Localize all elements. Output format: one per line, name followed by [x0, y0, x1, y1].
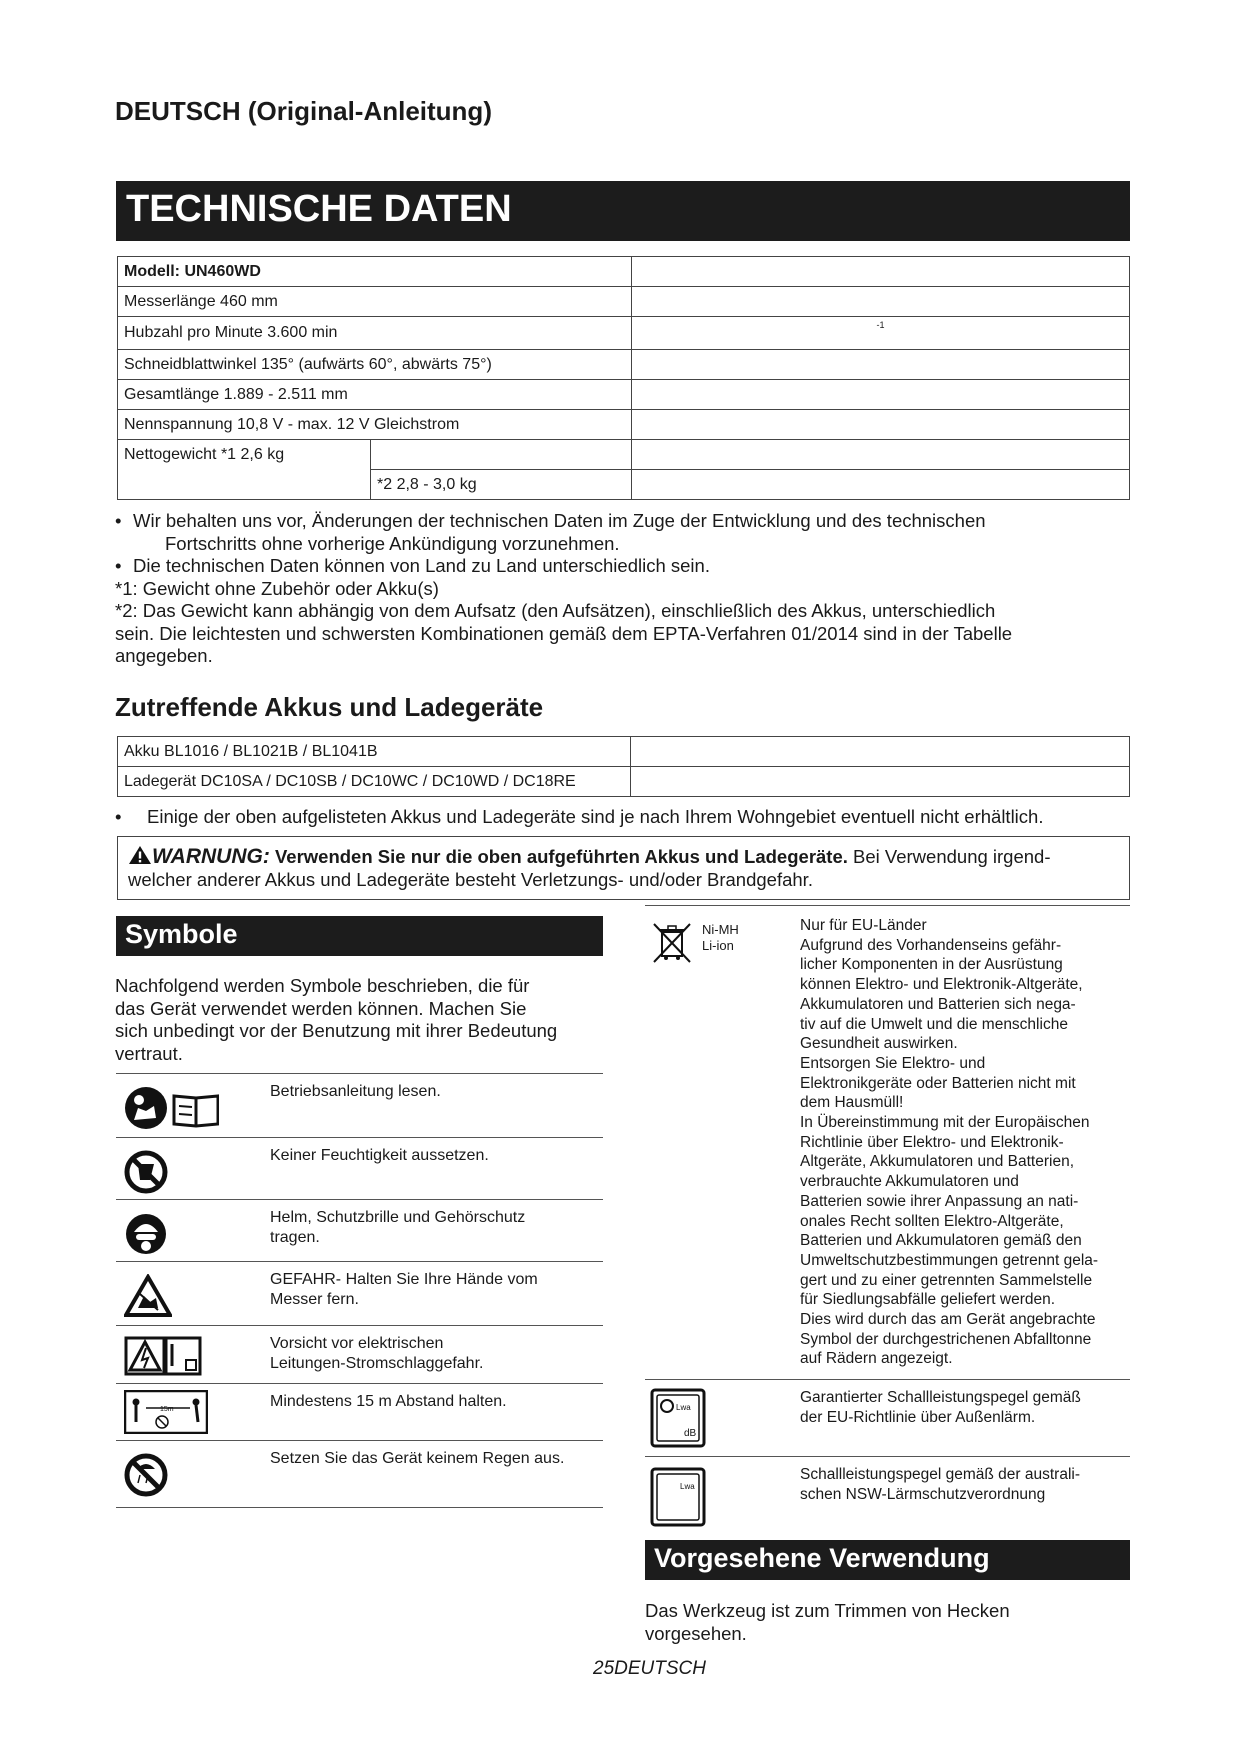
spec-label: Hubzahl pro Minute 3.600 min	[118, 317, 632, 350]
weee-text-line: verbrauchte Akkumulatoren und	[800, 1173, 1019, 1191]
weee-text-line: Gesundheit auswirken.	[800, 1035, 958, 1053]
symbol-text-line: Garantierter Schallleistungspegel gemäß	[800, 1389, 1081, 1406]
spec-label: Gesamtlänge 1.889 - 2.511 mm	[118, 380, 632, 410]
symbol-row	[645, 1379, 1130, 1457]
divider	[645, 905, 1130, 906]
helmet-goggles-ear-icon	[124, 1212, 168, 1256]
symbol-text-line: Messer fern.	[270, 1291, 359, 1308]
table-row	[118, 350, 1130, 380]
spec-value	[632, 440, 1130, 470]
weee-text-line: für Siedlungsabfälle geliefert werden.	[800, 1291, 1056, 1309]
intended-use-text	[645, 1600, 1135, 1645]
symbol-text-line: Vorsicht vor elektrischen	[270, 1335, 444, 1352]
weee-text-line: auf Rädern angezeigt.	[800, 1350, 953, 1368]
weee-text-line: Batterien und Akkumulatoren gemäß den	[800, 1232, 1082, 1250]
weee-text-line: Umweltschutzbestimmungen getrennt gela-	[800, 1251, 1099, 1269]
warning-triangle-icon	[128, 845, 152, 865]
crossed-bin-icon	[650, 920, 694, 966]
note-item: *2: Das Gewicht kann abhängig von dem Aufsatz (den Aufsätzen), einschließlich des Akkus, unterschiedlich	[115, 600, 996, 621]
weee-label: Li-ion	[702, 938, 734, 953]
symbol-text	[800, 1388, 1130, 1427]
accessory-label: Ladegerät DC10SA / DC10SB / DC10WC / DC10WD / DC18RE	[118, 767, 631, 797]
spec-table	[117, 256, 1130, 500]
weight-label: Nettogewicht *1 2,6 kg	[118, 440, 371, 500]
note-item: *1: Gewicht ohne Zubehör oder Akku(s)	[115, 577, 439, 599]
warning-bold-text: Verwenden Sie nur die oben aufgeführten Akkus und Ladegeräte.	[274, 846, 848, 867]
symbol-row	[116, 1383, 603, 1441]
read-manual-icon	[124, 1084, 219, 1132]
accessory-label: Akku BL1016 / BL1021B / BL1041B	[118, 737, 631, 767]
note-item: sein. Die leichtesten und schwersten Kombinationen gemäß dem EPTA-Verfahren 01/2014 sind in der Tabelle	[115, 622, 1013, 644]
symbol-row	[116, 1440, 603, 1508]
symbol-text: Setzen Sie das Gerät keinem Regen aus.	[270, 1450, 565, 1467]
intro-line: das Gerät verwendet werden können. Machen Sie	[115, 997, 527, 1019]
table-row	[118, 317, 1130, 350]
table-row	[118, 257, 1130, 287]
spec-value	[632, 350, 1130, 380]
weee-text-line: gert und zu einer getrennten Sammelstelle	[800, 1271, 1093, 1289]
table-row	[118, 737, 1130, 767]
bullet: •	[115, 806, 122, 827]
accessories-heading: Zutreffende Akkus und Ladegeräte	[115, 692, 544, 722]
symbol-text-line: GEFAHR- Halten Sie Ihre Hände vom	[270, 1271, 538, 1288]
accessory-value	[631, 767, 1130, 797]
symbol-text-line: schen NSW-Lärmschutzverordnung	[800, 1485, 1046, 1503]
spec-label: Nennspannung 10,8 V - max. 12 V Gleichstrom	[118, 410, 632, 440]
weee-text-line: In Übereinstimmung mit der Europäischen	[800, 1114, 1090, 1132]
weee-text-line: Elektronikgeräte oder Batterien nicht mit	[800, 1074, 1076, 1092]
weee-text-line: Nur für EU-Länder	[800, 917, 927, 934]
warning-text-2: welcher anderer Akkus und Ladegeräte besteht Verletzungs- und/oder Brandgefahr.	[128, 869, 813, 890]
spec-label: Modell: UN460WD	[118, 257, 632, 287]
spec-value	[632, 287, 1130, 317]
intro-line: sich unbedingt vor der Benutzung mit ihrer Bedeutung	[115, 1020, 558, 1041]
intro-line: vertraut.	[115, 1042, 183, 1064]
symbol-text: Betriebsanleitung lesen.	[270, 1083, 441, 1100]
symbol-row	[116, 1137, 603, 1200]
symbol-row	[116, 1325, 603, 1384]
symbol-text-line: Helm, Schutzbrille und Gehörschutz	[270, 1209, 526, 1226]
note-item: • Die technischen Daten können von Land zu Land unterschiedlich sein.	[115, 555, 1125, 578]
weee-text-line: Aufgrund des Vorhandenseins gefähr-	[800, 936, 1062, 954]
symbol-row	[116, 1199, 603, 1262]
hand-blade-danger-icon	[124, 1274, 172, 1318]
spec-notes	[115, 510, 1125, 668]
intended-use-line: Das Werkzeug ist zum Trimmen von Hecken	[645, 1600, 1010, 1621]
weee-text-line: Altgeräte, Akkumulatoren und Batterien,	[800, 1153, 1074, 1171]
spec-value: -1	[632, 317, 1130, 350]
svg-text:dB: dB	[684, 1428, 697, 1439]
weee-text-line: tiv auf die Umwelt und die menschliche	[800, 1015, 1068, 1033]
symbol-row	[116, 1073, 603, 1138]
spec-label: Messerlänge 460 mm	[118, 287, 632, 317]
symbol-text: Mindestens 15 m Abstand halten.	[270, 1393, 507, 1410]
weight-sub: *2 2,8 - 3,0 kg	[371, 470, 632, 500]
weee-text-line: Entsorgen Sie Elektro- und	[800, 1054, 986, 1072]
symbol-row	[645, 1456, 1130, 1529]
table-row	[118, 287, 1130, 317]
weee-text-line: Richtlinie über Elektro- und Elektronik-	[800, 1133, 1064, 1151]
note-item: • Wir behalten uns vor, Änderungen der technischen Daten im Zuge der Entwicklung und des technischen	[115, 510, 1125, 533]
noise-level-eu-icon	[650, 1388, 706, 1448]
weee-text-line: Symbol der durchgestrichenen Abfalltonne	[800, 1330, 1092, 1348]
electric-lines-icon	[124, 1334, 204, 1378]
lwa-label: Lwa	[676, 1403, 691, 1412]
svg-text:15m: 15m	[160, 1406, 174, 1413]
table-row	[118, 380, 1130, 410]
no-rain-icon	[124, 1453, 168, 1497]
accessories-note	[115, 806, 1135, 829]
warning-box	[117, 836, 1130, 900]
noise-level-au-icon	[650, 1467, 706, 1527]
weight-cell	[371, 440, 632, 470]
symbol-text-line: Schallleistungspegel gemäß der australi-	[800, 1466, 1081, 1483]
distance-15m-icon	[124, 1390, 208, 1434]
lwa-label: Lwa	[680, 1482, 695, 1491]
weee-labels	[702, 922, 739, 954]
warning-text: Bei Verwendung irgend-	[847, 846, 1051, 867]
weee-text-line: können Elektro- und Elektronik-Altgeräte,	[800, 976, 1083, 994]
page-header: DEUTSCH (Original-Anleitung)	[115, 96, 492, 126]
weee-text-line: dem Hausmüll!	[800, 1094, 904, 1112]
symbol-text-line: Leitungen-Stromschlaggefahr.	[270, 1355, 484, 1372]
symbol-row	[116, 1261, 603, 1326]
note-item: angegeben.	[115, 645, 213, 666]
accessory-value	[631, 737, 1130, 767]
weee-text	[800, 916, 1130, 1369]
spec-value	[632, 410, 1130, 440]
intended-use-line: vorgesehen.	[645, 1622, 747, 1644]
intro-line: Nachfolgend werden Symbole beschrieben, die für	[115, 975, 530, 996]
tech-data-title: TECHNISCHE DATEN	[116, 181, 1130, 241]
symbol-text	[270, 1270, 538, 1310]
intended-use-title: Vorgesehene Verwendung	[645, 1540, 1130, 1580]
symbol-text-line: der EU-Richtlinie über Außenlärm.	[800, 1408, 1036, 1426]
symbols-intro	[115, 975, 605, 1065]
accessories-table	[117, 736, 1130, 797]
symbol-text	[270, 1334, 483, 1374]
no-moisture-icon	[124, 1150, 168, 1194]
weee-text-line: Akkumulatoren und Batterien sich nega-	[800, 995, 1076, 1013]
spec-value	[632, 380, 1130, 410]
accessories-note-text: Einige der oben aufgelisteten Akkus und Ladegeräte sind je nach Ihrem Wohngebiet eventuell nicht erhältlich.	[147, 806, 1044, 827]
weee-text-line: Dies wird durch das am Gerät angebrachte	[800, 1311, 1096, 1329]
symbol-text-line: tragen.	[270, 1229, 320, 1246]
symbol-text	[800, 1465, 1130, 1504]
table-row	[118, 767, 1130, 797]
table-row	[118, 410, 1130, 440]
symbols-title: Symbole	[116, 916, 603, 956]
weee-text-line: licher Komponenten in der Ausrüstung	[800, 956, 1063, 974]
note-item: Fortschritts ohne vorherige Ankündigung vorzunehmen.	[165, 532, 620, 554]
weee-text-line: onales Recht sollten Elektro-Altgeräte,	[800, 1212, 1064, 1230]
symbol-text: Keiner Feuchtigkeit aussetzen.	[270, 1147, 489, 1164]
spec-label: Schneidblattwinkel 135° (aufwärts 60°, abwärts 75°)	[118, 350, 632, 380]
weee-text-line: Batterien sowie ihrer Anpassung an nati-	[800, 1192, 1079, 1210]
warning-label: WARNUNG:	[152, 845, 270, 868]
spec-value	[632, 257, 1130, 287]
table-row	[118, 440, 1130, 470]
spec-value	[632, 470, 1130, 500]
symbol-text	[270, 1208, 525, 1248]
weee-label: Ni-MH	[702, 922, 739, 937]
page-footer: 25DEUTSCH	[593, 1658, 706, 1679]
